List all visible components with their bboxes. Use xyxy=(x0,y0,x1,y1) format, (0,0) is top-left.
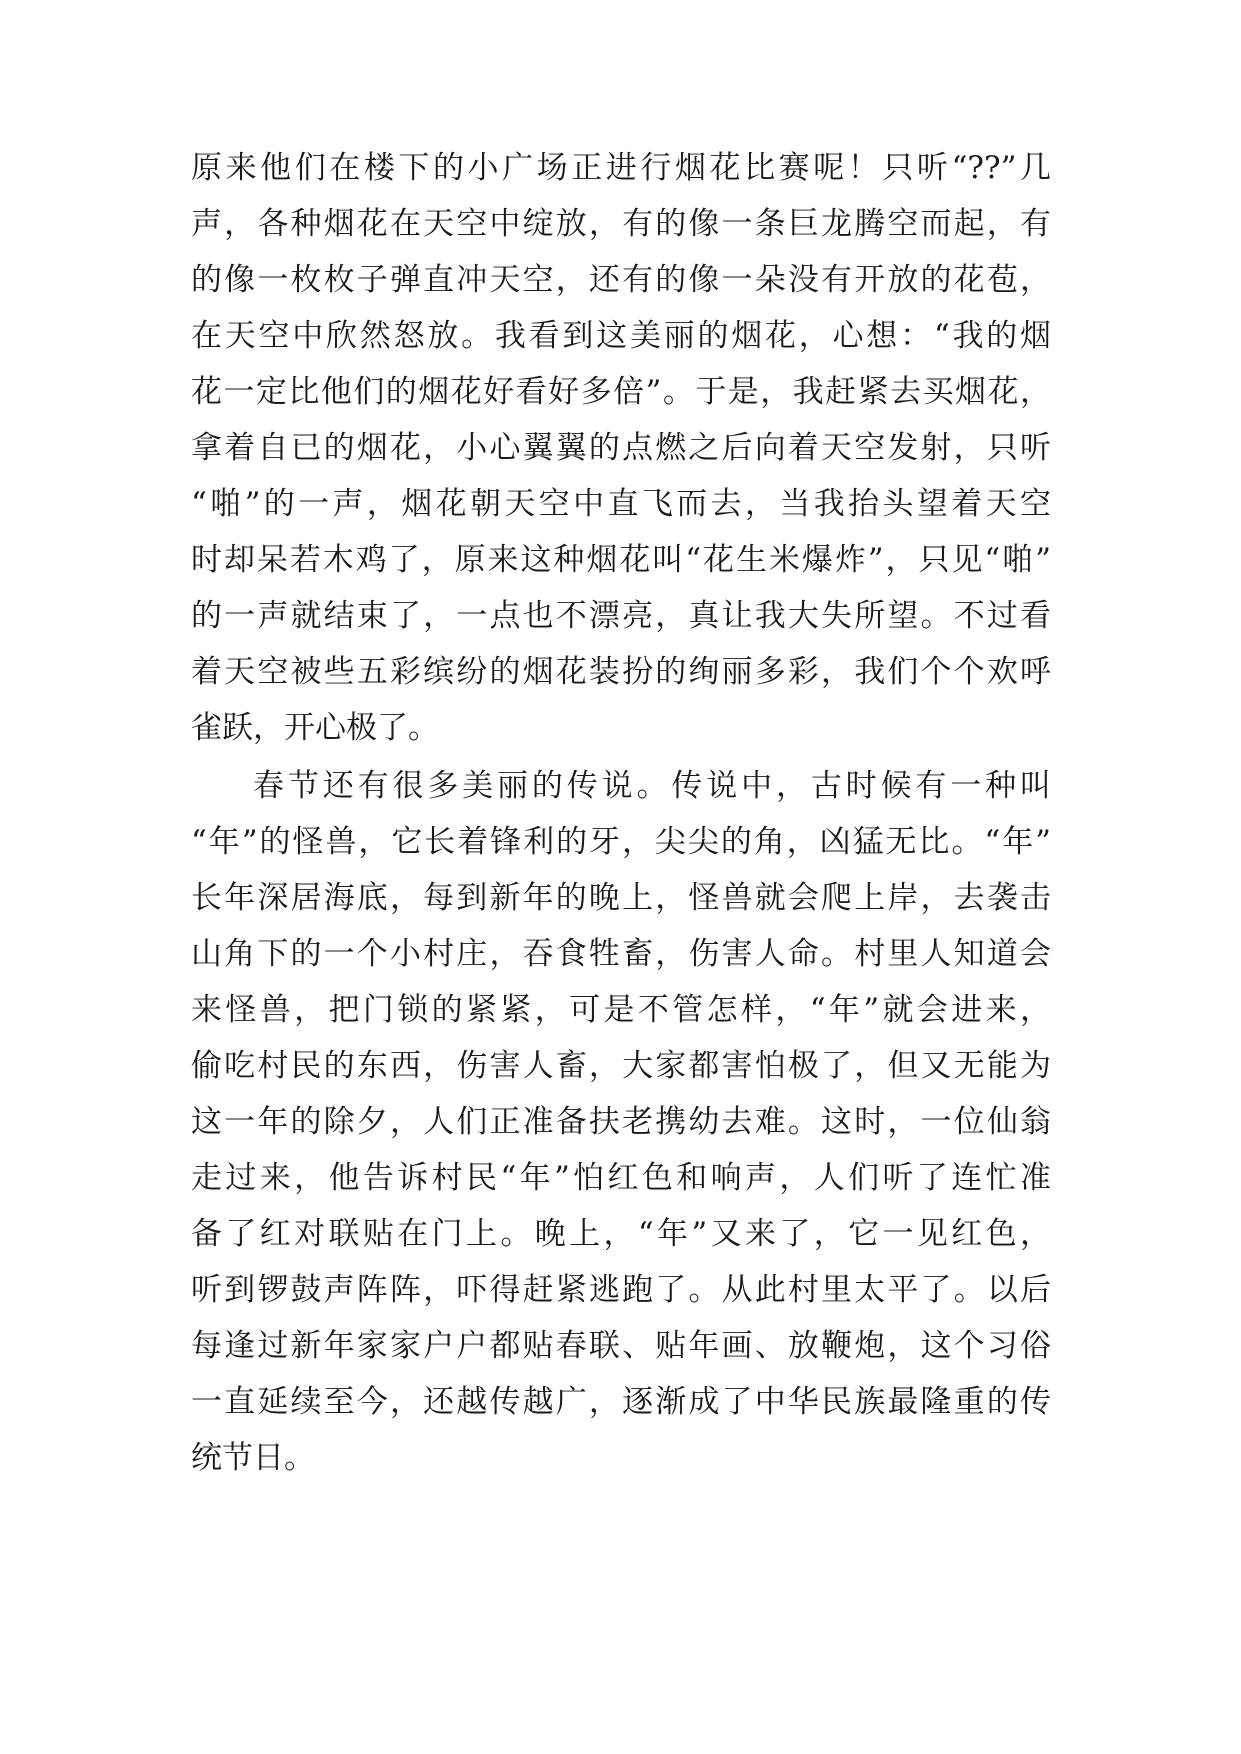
paragraph-2-line-12: 一直延续至今，还越传越广，逐渐成了中华民族最隆重的传 xyxy=(191,1384,1051,1420)
paragraph-2-line-10: 听到锣鼓声阵阵，吓得赶紧逃跑了。从此村里太平了。以后 xyxy=(191,1272,1051,1308)
paragraph-2-line-13: 统节日。 xyxy=(191,1440,315,1476)
paragraph-2-line-11: 每逢过新年家家户户都贴春联、贴年画、放鞭炮，这个习俗 xyxy=(191,1328,1051,1364)
paragraph-1-line-10: 着天空被些五彩缤纷的烟花装扮的绚丽多彩，我们个个欢呼 xyxy=(191,654,1051,690)
paragraph-2-line-2: “年”的怪兽，它长着锋利的牙，尖尖的角，凶猛无比。“年” xyxy=(191,824,1051,860)
paragraph-1-line-11: 雀跃，开心极了。 xyxy=(191,710,439,746)
paragraph-1-line-9: 的一声就结束了，一点也不漂亮，真让我大失所望。不过看 xyxy=(191,598,1051,634)
paragraph-2-line-1: 春节还有很多美丽的传说。传说中，古时候有一种叫 xyxy=(253,768,1051,804)
paragraph-1-line-4: 在天空中欣然怒放。我看到这美丽的烟花，心想：“我的烟 xyxy=(191,318,1051,354)
paragraph-1-line-3: 的像一枚枚子弹直冲天空，还有的像一朵没有开放的花苞， xyxy=(191,262,1051,298)
paragraph-2-line-5: 来怪兽，把门锁的紧紧，可是不管怎样，“年”就会进来， xyxy=(191,992,1051,1028)
paragraph-1-line-7: “啪”的一声，烟花朝天空中直飞而去，当我抬头望着天空 xyxy=(191,486,1051,522)
paragraph-2-line-4: 山角下的一个小村庄，吞食牲畜，伤害人命。村里人知道会 xyxy=(191,936,1051,972)
paragraph-1-line-1: 原来他们在楼下的小广场正进行烟花比赛呢！只听“??”几 xyxy=(191,150,1051,186)
paragraph-1-line-6: 拿着自已的烟花，小心翼翼的点燃之后向着天空发射，只听 xyxy=(191,430,1051,466)
paragraph-2-line-6: 偷吃村民的东西，伤害人畜，大家都害怕极了，但又无能为 xyxy=(191,1048,1051,1084)
paragraph-1-line-8: 时却呆若木鸡了，原来这种烟花叫“花生米爆炸”，只见“啪” xyxy=(191,542,1051,578)
paragraph-2-line-8: 走过来，他告诉村民“年”怕红色和响声，人们听了连忙准 xyxy=(191,1160,1051,1196)
paragraph-1-line-5: 花一定比他们的烟花好看好多倍”。于是，我赶紧去买烟花， xyxy=(191,374,1051,410)
paragraph-2-line-3: 长年深居海底，每到新年的晚上，怪兽就会爬上岸，去袭击 xyxy=(191,880,1051,916)
paragraph-2-line-9: 备了红对联贴在门上。晚上，“年”又来了，它一见红色， xyxy=(191,1216,1051,1252)
paragraph-1-line-2: 声，各种烟花在天空中绽放，有的像一条巨龙腾空而起，有 xyxy=(191,206,1051,242)
paragraph-2-line-7: 这一年的除夕，人们正准备扶老携幼去难。这时，一位仙翁 xyxy=(191,1104,1051,1140)
